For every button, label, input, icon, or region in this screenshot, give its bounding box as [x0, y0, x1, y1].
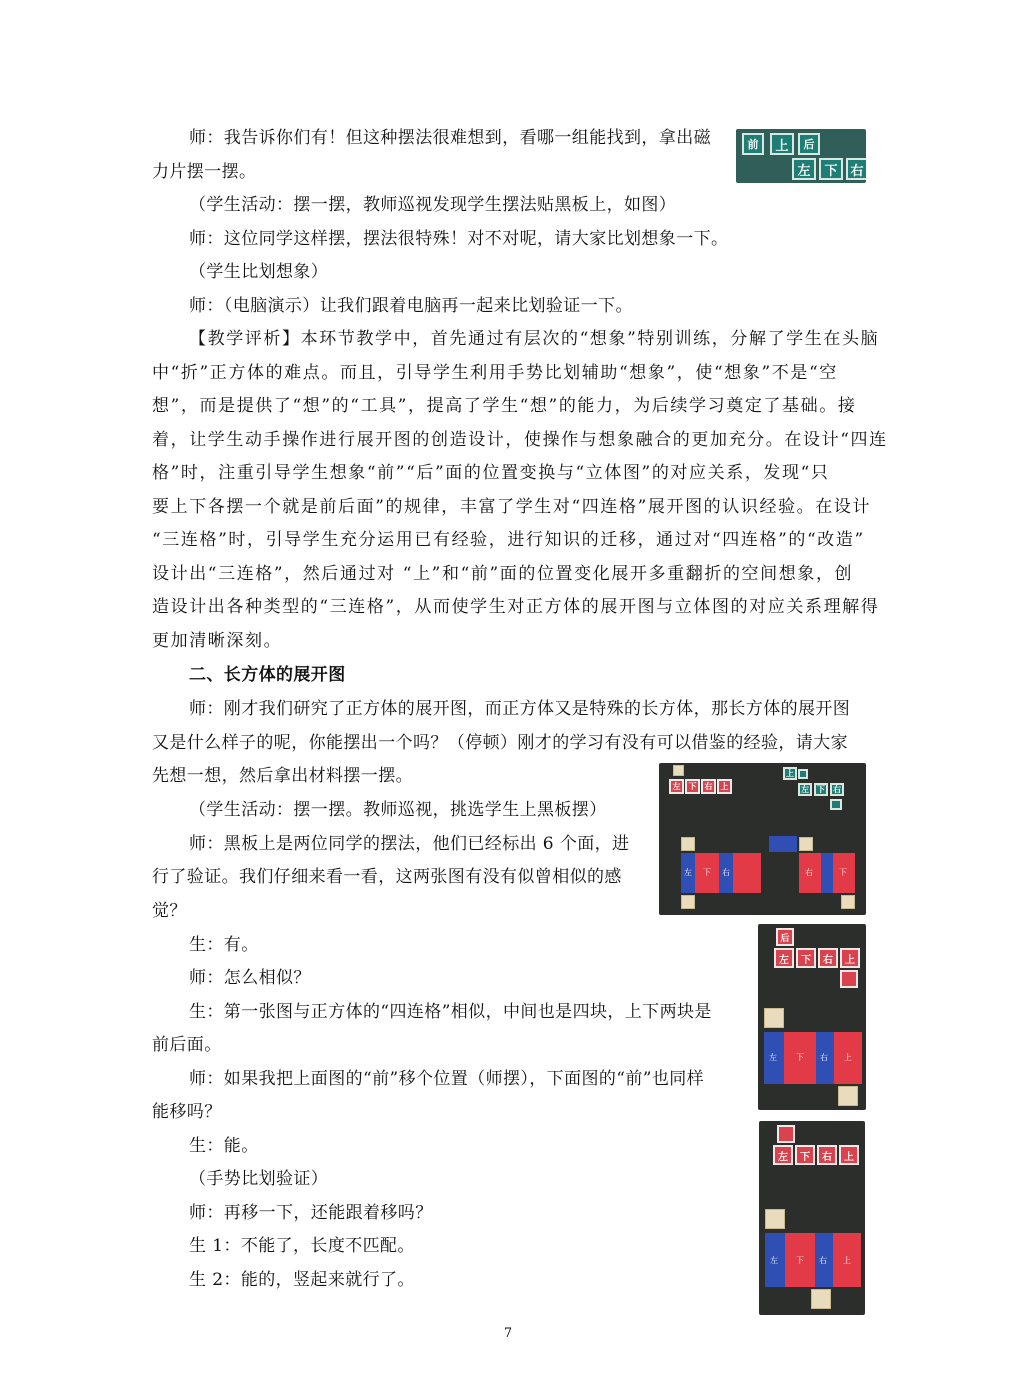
strip-blue [815, 1233, 833, 1287]
tile-cream [838, 1086, 858, 1106]
tile-small [798, 769, 808, 779]
tile-cream [841, 895, 855, 909]
strip-label: 左 [769, 1053, 777, 1062]
tile-cream [681, 837, 695, 851]
tile-front: 前 [742, 133, 764, 155]
text-line-9: 先想一想，然后拿出材料摆一摆。 [152, 766, 413, 786]
tile-left: 左 [773, 1145, 793, 1165]
strip-label: 右 [722, 868, 730, 877]
tile-left: 左 [792, 158, 816, 180]
tile-top: 上 [839, 1145, 859, 1165]
comment-line-8: 设计出“三连格”，然后通过对 “上”和“前”面的位置变化展开多重翻折的空间想象，创 [152, 564, 854, 584]
comment-line-10: 更加清晰深刻。 [152, 631, 283, 651]
strip-label: 左 [770, 1256, 778, 1265]
strip-red [785, 1233, 815, 1287]
strip-red [733, 853, 761, 893]
text-line-14: 生：有。 [189, 935, 259, 955]
text-line-3: （学生活动：摆一摆，教师巡视发现学生摆法贴黑板上，如图） [189, 195, 677, 215]
strip-red [833, 1233, 861, 1287]
strip-red [784, 1032, 816, 1084]
tile-left: 左 [774, 948, 794, 968]
text-line-22: 师：再移一下，还能跟着移吗？ [189, 1203, 433, 1223]
cuboid-nets-photo [659, 763, 866, 915]
text-line-17: 前后面。 [152, 1035, 222, 1055]
strip-label: 下 [796, 1256, 804, 1265]
tile-small [840, 970, 858, 988]
comment-line-7: “三连格”时，引导学生充分运用已有经验，进行知识的迁移，通过对“四连格”的“改造” [152, 530, 865, 550]
tile-cream [799, 837, 813, 851]
comment-line-3: 想”，而是提供了“想”的“工具”，提高了学生“想”的能力，为后续学习奠定了基础。接 [152, 396, 857, 416]
tile-right: 右 [701, 779, 716, 794]
tile-right: 右 [830, 783, 844, 796]
text-line-24: 生 2：能的，竖起来就行了。 [189, 1270, 415, 1290]
section-heading: 二、长方体的展开图 [189, 665, 346, 685]
strip-label: 下 [703, 868, 711, 877]
strip-label: 上 [844, 1053, 852, 1062]
strip-label: 下 [839, 868, 847, 877]
strip-blue [719, 853, 733, 893]
tile-small [777, 1125, 795, 1143]
tile-right: 右 [817, 1145, 837, 1165]
comment-line-2: 中“折”正方体的难点。而且，引导学生利用手势比划辅助“想象”，使“想象”不是“空 [152, 363, 838, 383]
strip-label: 上 [843, 1256, 851, 1265]
tile-right: 右 [818, 948, 838, 968]
page-number: 7 [503, 1326, 513, 1341]
text-line-12: 行了验证。我们仔细来看一看，这两张图有没有似曾相似的感 [152, 867, 622, 887]
text-line-7: 师：刚才我们研究了正方体的展开图，而正方体又是特殊的长方体，那长方体的展开图 [189, 699, 851, 719]
text-line-11: 师：黑板上是两位同学的摆法，他们已经标出 6 个面，进 [189, 834, 630, 854]
tile-top: 上 [717, 779, 732, 794]
comment-line-1: 【教学评析】本环节教学中，首先通过有层次的“想象”特别训练，分解了学生在头脑 [189, 329, 880, 349]
text-line-20: 生：能。 [189, 1136, 259, 1156]
tile-right: 右 [846, 158, 866, 180]
text-line-5: （学生比划想象） [189, 262, 329, 282]
tile-cream [811, 1289, 831, 1309]
cuboid-net-photo-2 [758, 924, 866, 1110]
strip-blue [764, 1032, 784, 1084]
tile-back: 后 [798, 133, 820, 155]
tile-small [830, 799, 842, 810]
strip-red [799, 853, 821, 893]
text-line-13: 觉？ [152, 901, 187, 921]
comment-line-5: 格”时，注重引导学生想象“前”“后”面的位置变换与“立体图”的对应关系，发现“只 [152, 463, 830, 483]
strip-blue [821, 853, 833, 893]
tile-bottom: 下 [814, 783, 828, 796]
strip-red [834, 1032, 862, 1084]
strip-label: 右 [820, 1053, 828, 1062]
text-line-21: （手势比划验证） [189, 1169, 329, 1189]
tile-left: 左 [669, 779, 684, 794]
text-line-18: 师：如果我把上面图的“前”移个位置（师摆），下面图的“前”也同样 [189, 1069, 705, 1089]
comment-line-4: 着，让学生动手操作进行展开图的创造设计，使操作与想象融合的更加充分。在设计“四连 [152, 430, 888, 450]
tile-bottom: 下 [796, 948, 816, 968]
tile-top: 上 [840, 948, 860, 968]
cuboid-net-photo-3 [759, 1121, 865, 1315]
tile-small [673, 765, 684, 776]
cube-net-photo [736, 129, 866, 183]
strip-blue [681, 853, 695, 893]
text-line-10: （学生活动：摆一摆。教师巡视，挑选学生上黑板摆） [189, 800, 607, 820]
strip-red [833, 853, 855, 893]
strip-label: 右 [805, 868, 813, 877]
tile-top: 上 [770, 133, 794, 155]
tile-bottom: 下 [685, 779, 700, 794]
text-line-23: 生 1：不能了，长度不匹配。 [189, 1236, 415, 1256]
tile-back: 后 [776, 928, 794, 946]
strip-blue [816, 1032, 834, 1084]
strip-blue [765, 1233, 785, 1287]
tile-left: 左 [798, 783, 812, 796]
text-line-2: 力片摆一摆。 [152, 162, 257, 182]
text-line-1: 师：我告诉你们有！但这种摆法很难想到，看哪一组能找到，拿出磁 [189, 128, 711, 148]
text-line-4: 师：这位同学这样摆，摆法很特殊！对不对呢，请大家比划想象一下。 [189, 229, 729, 249]
tile-bottom: 下 [795, 1145, 815, 1165]
tile-cream [764, 1008, 784, 1028]
strip-blue [769, 836, 797, 852]
comment-line-6: 要上下各摆一个就是前后面”的规律，丰富了学生对“四连格”展开图的认识经验。在设计 [152, 497, 872, 517]
tile-cream [765, 1209, 785, 1229]
text-line-6: 师：（电脑演示）让我们跟着电脑再一起来比划验证一下。 [189, 296, 633, 316]
text-line-8: 又是什么样子的呢，你能摆出一个吗？（停顿）刚才的学习有没有可以借鉴的经验，请大家 [152, 733, 848, 753]
comment-line-9: 造设计出各种类型的“三连格”，从而使学生对正方体的展开图与立体图的对应关系理解得 [152, 597, 880, 617]
strip-red [695, 853, 719, 893]
strip-label: 右 [819, 1256, 827, 1265]
tile-top: 上 [783, 767, 797, 780]
tile-cream [681, 895, 695, 909]
tile-bottom: 下 [819, 158, 843, 180]
text-line-15: 师：怎么相似？ [189, 968, 311, 988]
text-line-16: 生：第一张图与正方体的“四连格”相似，中间也是四块，上下两块是 [189, 1002, 712, 1022]
strip-label: 左 [684, 868, 692, 877]
text-line-19: 能移吗？ [152, 1102, 222, 1122]
strip-label: 下 [796, 1053, 804, 1062]
